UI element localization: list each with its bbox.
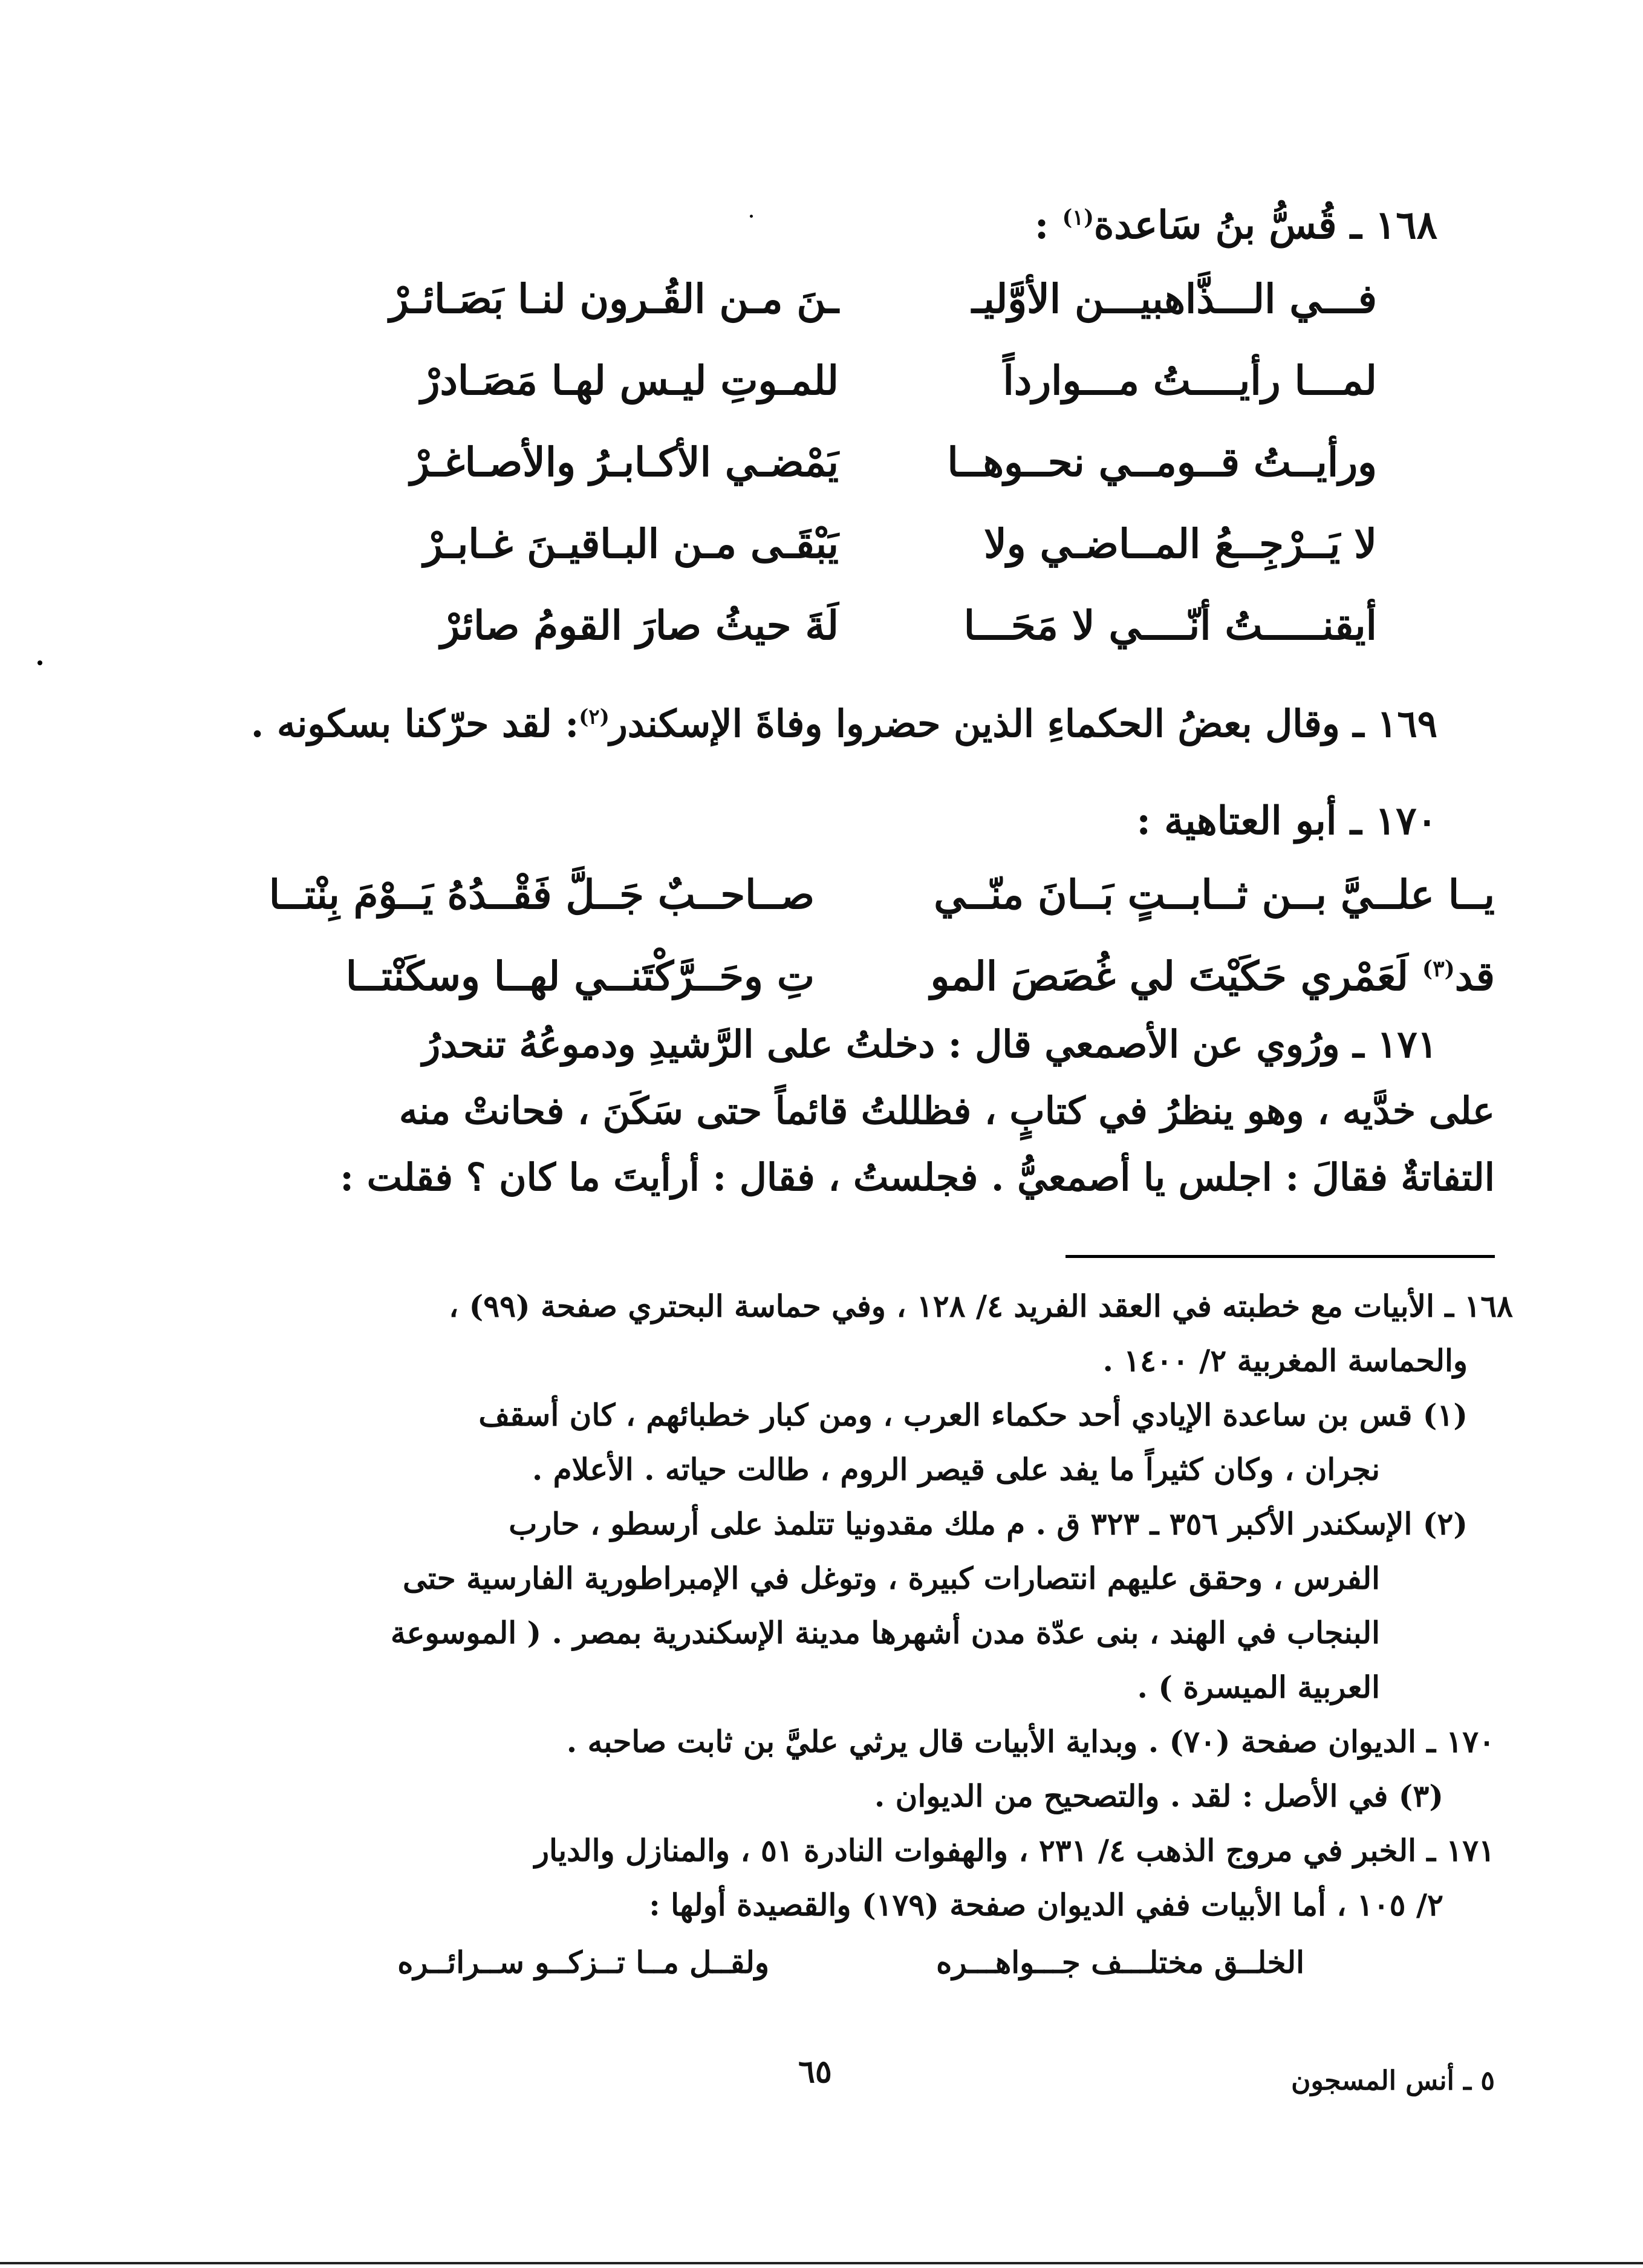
footnote-ref-2: (٢) [579, 705, 610, 729]
entry-168-heading-colon: : [1034, 203, 1062, 248]
entry-170-heading: ١٧٠ ـ أبو العتاهية : [1136, 798, 1437, 844]
verse-168-5-left: لَةَ حيثُ صارَ القومُ صائرْ [440, 602, 839, 649]
entry-169 [251, 702, 1437, 746]
entry-169-quote: : لقد حرّكنا بسكونه . [250, 702, 579, 746]
entry-171-line-1: ١٧١ ـ ورُوي عن الأصمعي قال : دخلتُ على الرَّشيدِ ودموعُهُ تنحدرُ [422, 1022, 1437, 1066]
footnote-verse-right: الخلــق مختلـــف جـــواهـــره [936, 1944, 1304, 1980]
footnote-171-line-2: ٢/ ١٠٥ ، أما الأبيات ففي الديوان صفحة (١٧٩) والقصيدة أولها : [649, 1887, 1443, 1923]
verse-168-1-right: فـــي الـــذَّاهبيـــن الأوَّليـ [971, 275, 1377, 322]
verse-170-1-right: يــا علــيَّ بــن ثــابــتٍ بَــانَ منّــي [934, 871, 1495, 918]
footnote-2-line-2: الفرس ، وحقق عليهم انتصارات كبيرة ، وتوغل في الإمبراطورية الفارسية حتى [403, 1560, 1380, 1596]
verse-168-4-right: لا يَــرْجِــعُ المــاضـي ولا [984, 520, 1377, 567]
entry-168-heading [1035, 203, 1437, 248]
footer-signature-mark: ٥ ـ أنس المسجون [1291, 2065, 1495, 2096]
footnote-2-line-1: (٢) الإسكندر الأكبر ٣٥٦ ـ ٣٢٣ ق . م ملك مقدونيا تتلمذ على أرسطو ، حارب [509, 1506, 1468, 1542]
footnote-2-line-4: العربية الميسرة ) . [1137, 1669, 1380, 1705]
footnote-2-line-3: البنجاب في الهند ، بنى عدّة مدن أشهرها مدينة الإسكندرية بمصر . ( الموسوعة [390, 1615, 1380, 1650]
verse-170-2-start: قد [1454, 953, 1495, 1000]
scan-bottom-edge [0, 2262, 1643, 2264]
footnote-ref-3: (٣) [1422, 956, 1455, 982]
verse-168-1-left: ـنَ مـن القُـرون لنـا بَصَـائـرْ [389, 275, 839, 322]
verse-168-3-right: ورأيــتُ قــومــي نحــوهــا [947, 438, 1377, 486]
page-number: ٦٥ [798, 2053, 832, 2090]
footnote-separator [1066, 1255, 1495, 1258]
verse-170-1-left: صــاحــبٌ جَــلَّ فَقْــدُهُ يَــوْمَ بِنْتــا [268, 871, 815, 918]
verse-170-2-rest: لَعَمْري حَكَيْتَ لي غُصَصَ المو [930, 953, 1422, 1000]
verse-170-2-right [930, 953, 1495, 1000]
footnote-3-line-1: (٣) في الأصل : لقد . والتصحيح من الديوان . [874, 1778, 1443, 1814]
entry-169-text: ١٦٩ ـ وقال بعضُ الحكماءِ الذين حضروا وفاةَ الإسكندر [609, 702, 1437, 746]
footnote-1-line-1: (١) قس بن ساعدة الإيادي أحد حكماء العرب ، ومن كبار خطبائهم ، كان أسقف [478, 1397, 1468, 1433]
footnote-171-line-1: ١٧١ ـ الخبر في مروج الذهب ٤/ ٢٣١ ، والهفوات النادرة ٥١ ، والمنازل والديار [534, 1833, 1495, 1868]
verse-168-2-left: للمـوتِ ليـس لهـا مَصَـادرْ [420, 357, 839, 404]
footnote-ref-1: (١) [1062, 205, 1094, 230]
entry-168-heading-text: ١٦٨ ـ قُسُّ بنُ سَاعدة [1093, 203, 1437, 248]
footnote-verse-left: ولقــل مــا تــزكــو ســرائــره [397, 1944, 769, 1980]
verse-168-4-left: يَبْقَـى مـن البـاقيـنَ غـابـرْ [423, 520, 839, 567]
scan-speck [37, 660, 42, 665]
entry-171-line-2: على خدَّيه ، وهو ينظرُ في كتابٍ ، فظللتُ قائماً حتى سَكَنَ ، فحانتْ منه [399, 1089, 1495, 1133]
verse-168-5-right: أيقنـــــتُ أنّــــي لا مَحَـــا [963, 602, 1377, 649]
footnote-1-line-2: نجران ، وكان كثيراً ما يفد على قيصر الروم ، طالت حياته . الأعلام . [532, 1452, 1380, 1487]
verse-168-3-left: يَمْضـي الأكـابـرُ والأصـاغـرْ [410, 438, 839, 486]
scan-speck [750, 215, 753, 218]
footnote-168-line-1: ١٦٨ ـ الأبيات مع خطبته في العقد الفريد ٤/ ١٢٨ ، وفي حماسة البحتري صفحة (٩٩) ، [449, 1288, 1513, 1324]
footnote-170-line-1: ١٧٠ ـ الديوان صفحة (٧٠) . وبداية الأبيات قال يرثي عليَّ بن ثابت صاحبه . [566, 1724, 1495, 1759]
footnote-168-line-2: والحماسة المغربية ٢/ ١٤٠٠ . [1102, 1343, 1468, 1378]
entry-171-line-3: التفاتةٌ فقالَ : اجلس يا أصمعيُّ . فجلستُ ، فقال : أرأيتَ ما كان ؟ فقلت : [340, 1155, 1495, 1199]
verse-170-2-left: تِ وحَــرَّكْتَنــي لهــا وسكَنْتــا [345, 953, 815, 1000]
verse-168-2-right: لمـــا رأيــــتُ مـــوارداً [1003, 357, 1377, 404]
